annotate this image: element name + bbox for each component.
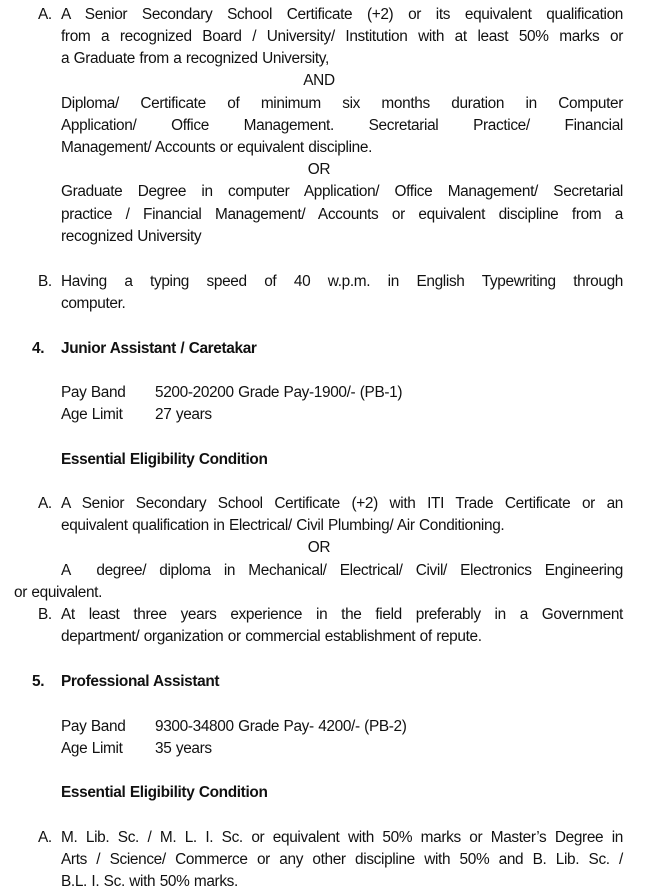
text-line: At least three years experience in the field preferably in a Government xyxy=(61,606,623,623)
text-line: A Senior Secondary School Certificate (+2) with ITI Trade Certificate or an xyxy=(61,495,623,512)
text-line: equivalent qualification in Electrical/ Civil Plumbing/ Air Conditioning. xyxy=(61,517,505,534)
text-line: A degree/ diploma in Mechanical/ Electrical/ Civil/ Electronics Engineering xyxy=(61,562,623,579)
text-line: or equivalent. xyxy=(14,584,103,601)
post-number: 4. xyxy=(32,340,45,357)
post-title: Junior Assistant / Caretakar xyxy=(61,340,257,357)
text-line: Arts / Science/ Commerce or any other discipline with 50% and B. Lib. Sc. / xyxy=(61,851,623,868)
pay-band-value: 5200-20200 Grade Pay-1900/- (PB-1) xyxy=(155,384,403,401)
text-line: Management/ Accounts or equivalent discipline. xyxy=(61,139,373,156)
text-line: Graduate Degree in computer Application/ Office Management/ Secretarial xyxy=(61,183,623,200)
eligibility-heading: Essential Eligibility Condition xyxy=(61,784,268,801)
and-separator: AND xyxy=(303,72,335,89)
text-line: Having a typing speed of 40 w.p.m. in English Typewriting through xyxy=(61,273,623,290)
text-line: Diploma/ Certificate of minimum six months duration in Computer xyxy=(61,95,623,112)
list-marker: B. xyxy=(38,273,52,290)
text-line: recognized University xyxy=(61,228,202,245)
text-line: A Senior Secondary School Certificate (+2) or its equivalent qualification xyxy=(61,6,623,23)
text-line: a Graduate from a recognized University, xyxy=(61,50,329,67)
list-marker: B. xyxy=(38,606,52,623)
age-limit-value: 27 years xyxy=(155,406,212,423)
age-limit-value: 35 years xyxy=(155,740,212,757)
text-line: B.L. I. Sc. with 50% marks. xyxy=(61,873,238,890)
pay-band-value: 9300-34800 Grade Pay- 4200/- (PB-2) xyxy=(155,718,407,735)
text-line: from a recognized Board / University/ Institution with at least 50% marks or xyxy=(61,28,623,45)
pay-band-label: Pay Band xyxy=(61,384,126,401)
text-line: practice / Financial Management/ Accounts or equivalent discipline from a xyxy=(61,206,623,223)
list-marker: A. xyxy=(38,495,52,512)
text-line: computer. xyxy=(61,295,126,312)
list-marker: A. xyxy=(38,829,52,846)
or-separator: OR xyxy=(307,161,331,178)
pay-band-label: Pay Band xyxy=(61,718,126,735)
list-marker: A. xyxy=(38,6,52,23)
text-line: Application/ Office Management. Secretarial Practice/ Financial xyxy=(61,117,623,134)
post-number: 5. xyxy=(32,673,45,690)
age-limit-label: Age Limit xyxy=(61,740,123,757)
or-separator: OR xyxy=(307,539,331,556)
eligibility-heading: Essential Eligibility Condition xyxy=(61,451,268,468)
text-line: department/ organization or commercial establishment of repute. xyxy=(61,628,482,645)
text-line: M. Lib. Sc. / M. L. I. Sc. or equivalent with 50% marks or Master’s Degree in xyxy=(61,829,623,846)
post-title: Professional Assistant xyxy=(61,673,220,690)
age-limit-label: Age Limit xyxy=(61,406,123,423)
